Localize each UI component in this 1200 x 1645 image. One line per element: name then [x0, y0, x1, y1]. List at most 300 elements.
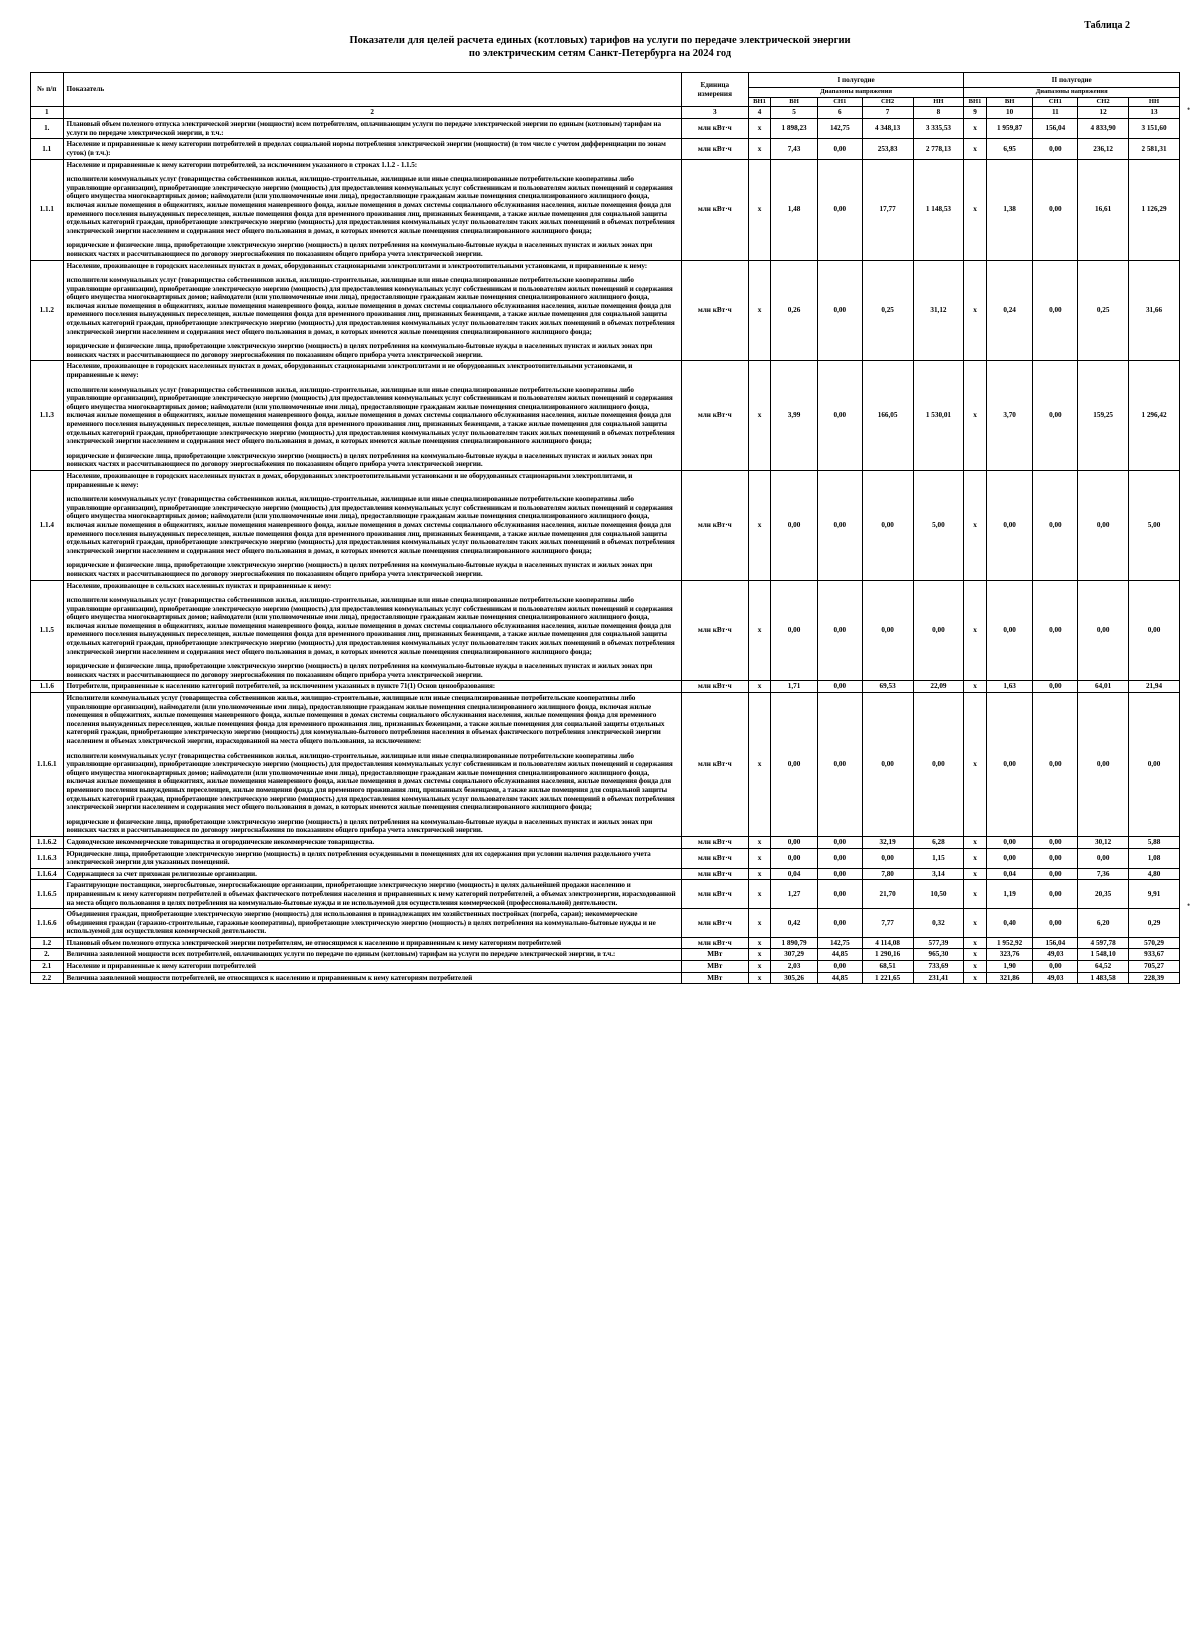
- indicator-text: исполнители коммунальных услуг (товарищества собственников жилья, жилищно-строительные, жилищные или иные специализированные потребительские кооперативы либо управляющие организации), приобретающие электрическую энергию (мощность) для предоставления коммунальных услуг собственникам и пользователям жилых помещений и содержания общего имущества многоквартирных домов; наймодатели (или уполномоченные ими лица), предоставляющие гражданам жилые помещения специализированного жилищного фонда, включая жилые помещения в общежитиях, жилые помещения маневренного фонда, жилые помещения в домах системы социального обслуживания населения, жилые помещения фонда для временного поселения вынужденных переселенцев, жилые помещения фонда для временного проживания лиц, признанных беженцами, а также жилые помещения для социальной защиты отдельных категорий граждан, приобретающие электрическую энергию (мощность) для предоставления коммунальных услуг пользователям таких жилых помещений в объемах потребления электрической энергии населением и содержания мест общего пользования в домах, в которых имеются жилые помещения специализированного жилищного фонда;: [66, 175, 675, 235]
- table-row: [31, 119, 1180, 139]
- value-cell: 0,00: [817, 139, 862, 159]
- header-half-1: I полугодие: [748, 73, 964, 88]
- document-title: [0, 34, 1200, 60]
- indicator-text: исполнители коммунальных услуг (товарищества собственников жилья, жилищно-строительные, жилищные или иные специализированные потребительские кооперативы либо управляющие организации), приобретающие электрическую энергию (мощность) для предоставления коммунальных услуг собственникам и пользователям жилых помещений и содержания общего имущества многоквартирных домов; наймодатели (или уполномоченные ими лица), предоставляющие гражданам жилые помещения специализированного жилищного фонда, включая жилые помещения в общежитиях, жилые помещения маневренного фонда, жилые помещения в домах системы социального обслуживания населения, жилые помещения фонда для временного поселения вынужденных переселенцев, жилые помещения фонда для временного проживания лиц, признанных беженцами, а также жилые помещения для социальной защиты отдельных категорий граждан, приобретающие электрическую энергию (мощность) для предоставления коммунальных услуг пользователям таких жилых помещений в объемах потребления электрической энергии населением и содержания мест общего пользования в домах, в которых имеются жилые помещения специализированного жилищного фонда;: [66, 385, 675, 446]
- table-row: [31, 848, 1180, 868]
- value-cell: x: [964, 580, 986, 681]
- value-cell: 1,63: [986, 681, 1033, 693]
- indicator-text: Исполнители коммунальных услуг (товарищества собственников жилья, жилищно-строительные, жилищные или иные специализированные потребительские кооперативы либо управляющие организации), наймодатели (или уполномоченные ими лица), предоставляющие гражданам жилые помещения специализированного жилищного фонда, включая жилые помещения в общежитиях, жилые помещения маневренного фонда, жилые помещения в домах системы социального обслуживания населения, жилые помещения фонда для временного поселения вынужденных переселенцев, жилые помещения фонда для временного проживания лиц, признанных беженцами, а также жилые помещения для социальной защиты отдельных категорий граждан, приобретающие электрическую энергию (мощность) для коммунально-бытового потребления населения в объемах фактического потребления электрической энергии населением и объемах электрической энергии, израсходованной на места общего пользования, за исключением:: [66, 694, 665, 745]
- value-cell: 3 151,60: [1129, 119, 1180, 139]
- value-cell: 142,75: [817, 119, 862, 139]
- column-number: 11: [1033, 107, 1078, 119]
- value-cell: 705,27: [1129, 961, 1180, 973]
- row-unit: млн кВт·ч: [681, 260, 748, 361]
- value-cell: 0,00: [986, 693, 1033, 837]
- value-cell: 570,29: [1129, 937, 1180, 949]
- value-cell: 228,39: [1129, 972, 1180, 984]
- value-cell: 307,29: [771, 949, 818, 961]
- value-cell: 0,00: [913, 580, 964, 681]
- value-cell: 1 898,23: [771, 119, 818, 139]
- row-number: 1.1.1: [31, 159, 64, 260]
- value-cell: 1,08: [1129, 848, 1180, 868]
- value-cell: x: [964, 119, 986, 139]
- row-number: 1.1.6.2: [31, 836, 64, 848]
- value-cell: 0,00: [817, 693, 862, 837]
- header-voltage-level: ВН: [986, 97, 1033, 107]
- value-cell: x: [748, 693, 770, 837]
- value-cell: x: [964, 361, 986, 471]
- row-number: 1.1.4: [31, 470, 64, 580]
- indicator-text: Плановый объем полезного отпуска электрической энергии (мощности) всем потребителям, оплачивающим услуги по передаче электрической энергии по единым (котловым) тарифам на услуги по передаче электрической энергии, в т.ч.:: [66, 120, 661, 137]
- header-voltage-level: НН: [913, 97, 964, 107]
- row-number: 2.1: [31, 961, 64, 973]
- header-voltage-level: НН: [1129, 97, 1180, 107]
- value-cell: x: [748, 260, 770, 361]
- table-row: [31, 159, 1180, 260]
- column-number: 3: [681, 107, 748, 119]
- value-cell: 0,00: [817, 868, 862, 880]
- row-indicator: [63, 139, 681, 159]
- column-number: 9: [964, 107, 986, 119]
- value-cell: 3,14: [913, 868, 964, 880]
- indicator-text: исполнители коммунальных услуг (товарищества собственников жилья, жилищно-строительные, жилищные или иные специализированные потребительские кооперативы либо управляющие организации), приобретающие электрическую энергию (мощность) для предоставления коммунальных услуг собственникам и пользователям жилых помещений и содержания общего имущества многоквартирных домов; наймодатели (или уполномоченные ими лица), предоставляющие гражданам жилые помещения специализированного жилищного фонда, включая жилые помещения в общежитиях, жилые помещения маневренного фонда, жилые помещения в домах системы социального обслуживания населения, жилые помещения фонда для временного поселения вынужденных переселенцев, жилые помещения фонда для временного проживания лиц, признанных беженцами, а также жилые помещения для социальной защиты отдельных категорий граждан, приобретающие электрическую энергию (мощность) для предоставления коммунальных услуг пользователям таких жилых помещений в объемах потребления электрической энергии населением и содержания мест общего пользования в домах, в которых имеются жилые помещения специализированного жилищного фонда;: [66, 751, 675, 812]
- value-cell: 0,00: [1033, 961, 1078, 973]
- value-cell: 156,04: [1033, 937, 1078, 949]
- value-cell: 1 296,42: [1129, 361, 1180, 471]
- value-cell: 0,00: [862, 848, 913, 868]
- value-cell: 7,80: [862, 868, 913, 880]
- value-cell: 0,00: [817, 580, 862, 681]
- value-cell: 156,04: [1033, 119, 1078, 139]
- table-body: [31, 119, 1180, 984]
- value-cell: x: [964, 139, 986, 159]
- header-voltage-level: ВН1: [748, 97, 770, 107]
- tariff-table: [30, 72, 1180, 984]
- row-unit: млн кВт·ч: [681, 909, 748, 938]
- value-cell: 6,20: [1078, 909, 1129, 938]
- table-row: [31, 681, 1180, 693]
- value-cell: 0,00: [986, 836, 1033, 848]
- value-cell: 7,77: [862, 909, 913, 938]
- value-cell: 0,00: [817, 681, 862, 693]
- value-cell: x: [964, 260, 986, 361]
- column-numbers-row: [31, 107, 1180, 119]
- value-cell: 0,00: [771, 470, 818, 580]
- value-cell: 31,12: [913, 260, 964, 361]
- row-number: 1.1.3: [31, 361, 64, 471]
- value-cell: 7,36: [1078, 868, 1129, 880]
- value-cell: x: [964, 909, 986, 938]
- row-indicator: [63, 470, 681, 580]
- row-unit: млн кВт·ч: [681, 868, 748, 880]
- value-cell: 16,61: [1078, 159, 1129, 260]
- value-cell: 0,00: [1033, 909, 1078, 938]
- value-cell: 577,39: [913, 937, 964, 949]
- value-cell: 0,00: [1033, 260, 1078, 361]
- row-unit: млн кВт·ч: [681, 848, 748, 868]
- value-cell: 323,76: [986, 949, 1033, 961]
- value-cell: 0,00: [817, 909, 862, 938]
- table-row: [31, 961, 1180, 973]
- value-cell: x: [748, 909, 770, 938]
- value-cell: 4 114,08: [862, 937, 913, 949]
- value-cell: 1,48: [771, 159, 818, 260]
- value-cell: 0,00: [1033, 159, 1078, 260]
- value-cell: 0,00: [1033, 580, 1078, 681]
- row-number: 1.: [31, 119, 64, 139]
- row-indicator: [63, 868, 681, 880]
- value-cell: 0,00: [1033, 848, 1078, 868]
- table-row: [31, 361, 1180, 471]
- column-number: 10: [986, 107, 1033, 119]
- value-cell: x: [964, 880, 986, 909]
- value-cell: 0,00: [1129, 693, 1180, 837]
- row-unit: млн кВт·ч: [681, 693, 748, 837]
- row-unit: МВт: [681, 949, 748, 961]
- value-cell: 64,01: [1078, 681, 1129, 693]
- value-cell: x: [964, 972, 986, 984]
- table-label: Таблица 2: [1084, 20, 1130, 31]
- value-cell: 1 530,01: [913, 361, 964, 471]
- row-unit: млн кВт·ч: [681, 580, 748, 681]
- row-indicator: [63, 972, 681, 984]
- value-cell: 305,26: [771, 972, 818, 984]
- row-number: 1.1.6: [31, 681, 64, 693]
- value-cell: x: [748, 949, 770, 961]
- value-cell: 44,85: [817, 972, 862, 984]
- value-cell: 733,69: [913, 961, 964, 973]
- indicator-text: Плановый объем полезного отпуска электрической энергии потребителям, не относящимся к населению и приравненным к нему категориям потребителей: [66, 938, 561, 947]
- column-number: 6: [817, 107, 862, 119]
- value-cell: 21,94: [1129, 681, 1180, 693]
- value-cell: x: [748, 159, 770, 260]
- value-cell: 0,00: [986, 848, 1033, 868]
- value-cell: 2 581,31: [1129, 139, 1180, 159]
- row-indicator: [63, 937, 681, 949]
- row-indicator: [63, 848, 681, 868]
- header-voltage-level: СН2: [1078, 97, 1129, 107]
- value-cell: 3,70: [986, 361, 1033, 471]
- indicator-text: юридические и физические лица, приобретающие электрическую энергию (мощность) в целях потребления на коммунально-бытовые нужды в населенных пунктах и жилых зонах при воинских частях и рассчитывающиеся по договору энергоснабжения по показаниям общего прибора учета электрической энергии.: [66, 241, 653, 258]
- column-number: 7: [862, 107, 913, 119]
- indicator-text: исполнители коммунальных услуг (товарищества собственников жилья, жилищно-строительные, жилищные или иные специализированные потребительские кооперативы либо управляющие организации), приобретающие электрическую энергию (мощность) для предоставления коммунальных услуг собственникам и пользователям жилых помещений и содержания общего имущества многоквартирных домов; наймодатели (или уполномоченные ими лица), предоставляющие гражданам жилые помещения специализированного жилищного фонда, включая жилые помещения в общежитиях, жилые помещения маневренного фонда, жилые помещения в домах системы социального обслуживания населения, жилые помещения фонда для временного поселения вынужденных переселенцев, жилые помещения фонда для временного проживания лиц, признанных беженцами, а также жилые помещения для социальной защиты отдельных категорий граждан, приобретающие электрическую энергию (мощность) для предоставления коммунальных услуг пользователям таких жилых помещений в объемах потребления электрической энергии населением и содержания мест общего пользования в домах, в которых имеются жилые помещения специализированного жилищного фонда;: [66, 596, 675, 656]
- value-cell: 0,04: [986, 868, 1033, 880]
- value-cell: x: [748, 961, 770, 973]
- value-cell: 0,00: [817, 260, 862, 361]
- column-number: 5: [771, 107, 818, 119]
- margin-mark: •: [1187, 104, 1191, 114]
- value-cell: 0,00: [817, 880, 862, 909]
- value-cell: 20,35: [1078, 880, 1129, 909]
- value-cell: x: [748, 848, 770, 868]
- value-cell: 0,00: [1033, 836, 1078, 848]
- value-cell: x: [964, 937, 986, 949]
- value-cell: 0,00: [986, 580, 1033, 681]
- table-row: [31, 949, 1180, 961]
- value-cell: 0,25: [1078, 260, 1129, 361]
- value-cell: 0,29: [1129, 909, 1180, 938]
- header-voltage-level: ВН: [771, 97, 818, 107]
- table-row: [31, 693, 1180, 837]
- table-row: [31, 260, 1180, 361]
- row-number: 1.1.2: [31, 260, 64, 361]
- value-cell: 5,00: [1129, 470, 1180, 580]
- value-cell: 6,28: [913, 836, 964, 848]
- header-voltage-level: ВН1: [964, 97, 986, 107]
- indicator-text: Садоводческие некоммерческие товарищества и огороднические некоммерческие товарищества.: [66, 837, 375, 846]
- column-number: 1: [31, 107, 64, 119]
- row-number: 1.1.6.1: [31, 693, 64, 837]
- indicator-text: Население и приравненные к нему категории потребителей: [66, 962, 256, 971]
- value-cell: 64,52: [1078, 961, 1129, 973]
- value-cell: 49,03: [1033, 949, 1078, 961]
- value-cell: 0,00: [771, 693, 818, 837]
- value-cell: 0,00: [817, 470, 862, 580]
- value-cell: 159,25: [1078, 361, 1129, 471]
- value-cell: x: [964, 470, 986, 580]
- row-unit: млн кВт·ч: [681, 681, 748, 693]
- value-cell: x: [964, 681, 986, 693]
- row-number: 1.1: [31, 139, 64, 159]
- value-cell: 21,70: [862, 880, 913, 909]
- value-cell: 0,00: [1033, 681, 1078, 693]
- value-cell: 1 290,16: [862, 949, 913, 961]
- value-cell: 0,00: [1033, 470, 1078, 580]
- value-cell: 1 959,87: [986, 119, 1033, 139]
- value-cell: 142,75: [817, 937, 862, 949]
- indicator-text: Население, проживающее в сельских населенных пунктах и приравненные к нему:: [66, 581, 332, 590]
- value-cell: 0,00: [1033, 693, 1078, 837]
- row-indicator: [63, 580, 681, 681]
- value-cell: 0,00: [771, 848, 818, 868]
- value-cell: 0,00: [1078, 470, 1129, 580]
- indicator-text: Объединения граждан, приобретающие электрическую энергию (мощность) для использования в принадлежащих им хозяйственных постройках (погреба, сараи); некоммерческие объединения граждан (гаражно-строительные, гаражные кооперативы), приобретающие электрическую энергию (мощность) в целях потребления на коммунально-бытовые нужды и не используемой для осуществления коммерческой деятельности.: [66, 910, 656, 936]
- indicator-text: Величина заявленной мощности всех потребителей, оплачивающих услуги по передаче по единым (котловым) тарифам на услуги по передаче электрической энергии, в т.ч.:: [66, 950, 616, 959]
- row-indicator: [63, 119, 681, 139]
- value-cell: 1 126,29: [1129, 159, 1180, 260]
- value-cell: 0,24: [986, 260, 1033, 361]
- table-row: [31, 470, 1180, 580]
- value-cell: 321,86: [986, 972, 1033, 984]
- table-row: [31, 580, 1180, 681]
- row-number: 1.1.5: [31, 580, 64, 681]
- row-number: 1.1.6.5: [31, 880, 64, 909]
- value-cell: x: [964, 868, 986, 880]
- column-number: 8: [913, 107, 964, 119]
- value-cell: x: [748, 880, 770, 909]
- indicator-text: Юридические лица, приобретающие электрическую энергию (мощность) в целях потребления осужденными в помещениях для их содержания при условии наличия раздельного учета электрической энергии для указанных помещений.: [66, 849, 651, 867]
- row-unit: млн кВт·ч: [681, 836, 748, 848]
- row-unit: млн кВт·ч: [681, 361, 748, 471]
- row-indicator: [63, 681, 681, 693]
- value-cell: 0,00: [771, 836, 818, 848]
- value-cell: x: [748, 868, 770, 880]
- indicator-text: юридические и физические лица, приобретающие электрическую энергию (мощность) в целях потребления на коммунально-бытовые нужды в населенных пунктах и жилых зонах при воинских частях и рассчитывающиеся по договору энергоснабжения по показаниям общего прибора учета электрической энергии.: [66, 662, 653, 679]
- row-indicator: [63, 693, 681, 837]
- value-cell: 44,85: [817, 949, 862, 961]
- value-cell: 69,53: [862, 681, 913, 693]
- value-cell: 0,00: [1078, 580, 1129, 681]
- header-voltage-level: СН2: [862, 97, 913, 107]
- value-cell: 22,09: [913, 681, 964, 693]
- row-number: 1.1.6.4: [31, 868, 64, 880]
- value-cell: 0,00: [817, 159, 862, 260]
- value-cell: 0,25: [862, 260, 913, 361]
- value-cell: 0,00: [1033, 880, 1078, 909]
- header-name: Показатель: [63, 73, 681, 107]
- value-cell: 0,00: [986, 470, 1033, 580]
- value-cell: 30,12: [1078, 836, 1129, 848]
- value-cell: x: [964, 949, 986, 961]
- value-cell: 0,32: [913, 909, 964, 938]
- value-cell: 3 335,53: [913, 119, 964, 139]
- value-cell: 0,00: [817, 361, 862, 471]
- column-number: 2: [63, 107, 681, 119]
- value-cell: x: [748, 972, 770, 984]
- row-number: 2.2: [31, 972, 64, 984]
- value-cell: 0,00: [1033, 361, 1078, 471]
- value-cell: 0,00: [913, 693, 964, 837]
- row-indicator: [63, 159, 681, 260]
- value-cell: 1,38: [986, 159, 1033, 260]
- value-cell: 2 778,13: [913, 139, 964, 159]
- value-cell: 0,00: [817, 848, 862, 868]
- value-cell: 0,00: [862, 470, 913, 580]
- value-cell: 0,00: [1033, 868, 1078, 880]
- row-number: 1.1.6.3: [31, 848, 64, 868]
- value-cell: 2,03: [771, 961, 818, 973]
- row-number: 1.2: [31, 937, 64, 949]
- value-cell: 0,40: [986, 909, 1033, 938]
- header-unit: Единица измерения: [681, 73, 748, 107]
- table-row: [31, 880, 1180, 909]
- row-indicator: [63, 961, 681, 973]
- value-cell: 965,30: [913, 949, 964, 961]
- header-voltage-level: СН1: [1033, 97, 1078, 107]
- row-unit: млн кВт·ч: [681, 470, 748, 580]
- value-cell: 0,00: [817, 836, 862, 848]
- value-cell: x: [964, 159, 986, 260]
- value-cell: x: [964, 836, 986, 848]
- column-number: 4: [748, 107, 770, 119]
- indicator-text: юридические и физические лица, приобретающие электрическую энергию (мощность) в целях потребления на коммунально-бытовые нужды в населенных пунктах и жилых зонах при воинских частях и рассчитывающиеся по договору энергоснабжения по показаниям общего прибора учета электрической энергии.: [66, 561, 653, 578]
- value-cell: 0,00: [1078, 693, 1129, 837]
- value-cell: 0,00: [862, 693, 913, 837]
- column-number: 12: [1078, 107, 1129, 119]
- value-cell: 4 833,90: [1078, 119, 1129, 139]
- row-indicator: [63, 260, 681, 361]
- header-half-2: II полугодие: [964, 73, 1180, 88]
- value-cell: 1 548,10: [1078, 949, 1129, 961]
- value-cell: 1 890,79: [771, 937, 818, 949]
- indicator-text: юридические и физические лица, приобретающие электрическую энергию (мощность) в целях потребления на коммунально-бытовые нужды в населенных пунктах и жилых зонах при воинских частях и рассчитывающиеся по договору энергоснабжения по показаниям общего прибора учета электрической энергии.: [66, 451, 653, 469]
- indicator-text: Население и приравненные к нему категории потребителей в пределах социальной нормы потребления электрической энергии (мощности) (в том числе с учетом дифференциации по зонам суток) (в т.ч.):: [66, 140, 666, 157]
- header-num: № п/п: [31, 73, 64, 107]
- value-cell: 0,00: [862, 580, 913, 681]
- row-indicator: [63, 949, 681, 961]
- value-cell: x: [748, 580, 770, 681]
- header-voltage-1: Диапазоны напряжения: [748, 88, 964, 98]
- title-line-2: по электрическим сетям Санкт-Петербурга на 2024 год: [468, 48, 732, 59]
- value-cell: 253,83: [862, 139, 913, 159]
- value-cell: 0,42: [771, 909, 818, 938]
- value-cell: 166,05: [862, 361, 913, 471]
- value-cell: 236,12: [1078, 139, 1129, 159]
- value-cell: 4 348,13: [862, 119, 913, 139]
- row-unit: млн кВт·ч: [681, 880, 748, 909]
- title-line-1: Показатели для целей расчета единых (котловых) тарифов на услуги по передаче электрической энергии: [349, 35, 851, 46]
- value-cell: x: [748, 681, 770, 693]
- header-voltage-2: Диапазоны напряжения: [964, 88, 1180, 98]
- value-cell: 1 952,92: [986, 937, 1033, 949]
- value-cell: 1,27: [771, 880, 818, 909]
- indicator-text: исполнители коммунальных услуг (товарищества собственников жилья, жилищно-строительные, жилищные или иные специализированные потребительские кооперативы либо управляющие организации), приобретающие электрическую энергию (мощность) для предоставления коммунальных услуг собственникам и пользователям жилых помещений и содержания общего имущества многоквартирных домов; наймодатели (или уполномоченные ими лица), предоставляющие гражданам жилые помещения специализированного жилищного фонда, включая жилые помещения в общежитиях, жилые помещения маневренного фонда, жилые помещения в домах системы социального обслуживания населения, жилые помещения фонда для временного поселения вынужденных переселенцев, жилые помещения фонда для временного проживания лиц, признанных беженцами, а также жилые помещения для социальной защиты отдельных категорий граждан, приобретающие электрическую энергию (мощность) для предоставления коммунальных услуг пользователям таких жилых помещений в объемах потребления электрической энергии населением и содержания мест общего пользования в домах, в которых имеются жилые помещения специализированного жилищного фонда;: [66, 276, 675, 336]
- value-cell: x: [748, 470, 770, 580]
- value-cell: 0,00: [817, 961, 862, 973]
- row-unit: млн кВт·ч: [681, 139, 748, 159]
- value-cell: 1,90: [986, 961, 1033, 973]
- table-row: [31, 868, 1180, 880]
- indicator-text: Население и приравненные к нему категории потребителей, за исключением указанного в строках 1.1.2 - 1.1.5:: [66, 160, 418, 169]
- indicator-text: Содержащиеся за счет прихожан религиозные организации.: [66, 869, 257, 878]
- table-row: [31, 909, 1180, 938]
- row-indicator: [63, 880, 681, 909]
- column-number: 13: [1129, 107, 1180, 119]
- indicator-text: Население, проживающее в городских населенных пунктах в домах, оборудованных стационарными электроплитами и не оборудованных электроотопительными установками, и приравненные к нему:: [66, 362, 633, 380]
- value-cell: 10,50: [913, 880, 964, 909]
- value-cell: 7,43: [771, 139, 818, 159]
- value-cell: 0,00: [1078, 848, 1129, 868]
- value-cell: 1 483,58: [1078, 972, 1129, 984]
- header-voltage-level: СН1: [817, 97, 862, 107]
- row-unit: МВт: [681, 972, 748, 984]
- tariff-table-wrapper: [30, 72, 1180, 984]
- row-unit: млн кВт·ч: [681, 119, 748, 139]
- indicator-text: юридические и физические лица, приобретающие электрическую энергию (мощность) в целях потребления на коммунально-бытовые нужды в населенных пунктах и жилых зонах при воинских частях и рассчитывающиеся по договору энергоснабжения по показаниям общего прибора учета электрической энергии.: [66, 817, 653, 835]
- indicator-text: юридические и физические лица, приобретающие электрическую энергию (мощность) в целях потребления на коммунально-бытовые нужды в населенных пунктах и жилых зонах при воинских частях и рассчитывающиеся по договору энергоснабжения по показаниям общего прибора учета электрической энергии.: [66, 342, 653, 359]
- value-cell: 0,00: [1033, 139, 1078, 159]
- table-row: [31, 139, 1180, 159]
- value-cell: 5,88: [1129, 836, 1180, 848]
- value-cell: 0,00: [771, 580, 818, 681]
- value-cell: x: [748, 836, 770, 848]
- value-cell: 9,91: [1129, 880, 1180, 909]
- value-cell: x: [748, 361, 770, 471]
- row-indicator: [63, 836, 681, 848]
- value-cell: 4,80: [1129, 868, 1180, 880]
- row-number: 2.: [31, 949, 64, 961]
- value-cell: 3,99: [771, 361, 818, 471]
- value-cell: 68,51: [862, 961, 913, 973]
- row-unit: млн кВт·ч: [681, 159, 748, 260]
- row-unit: млн кВт·ч: [681, 937, 748, 949]
- margin-mark: •: [1187, 900, 1191, 910]
- value-cell: x: [748, 119, 770, 139]
- value-cell: 1,15: [913, 848, 964, 868]
- value-cell: 49,03: [1033, 972, 1078, 984]
- value-cell: 17,77: [862, 159, 913, 260]
- value-cell: 4 597,78: [1078, 937, 1129, 949]
- row-number: 1.1.6.6: [31, 909, 64, 938]
- value-cell: 6,95: [986, 139, 1033, 159]
- value-cell: 32,19: [862, 836, 913, 848]
- value-cell: 31,66: [1129, 260, 1180, 361]
- value-cell: 1,71: [771, 681, 818, 693]
- value-cell: x: [964, 693, 986, 837]
- value-cell: 1,19: [986, 880, 1033, 909]
- indicator-text: исполнители коммунальных услуг (товарищества собственников жилья, жилищно-строительные, жилищные или иные специализированные потребительские кооперативы либо управляющие организации), приобретающие электрическую энергию (мощность) для предоставления коммунальных услуг собственникам и пользователям жилых помещений и содержания общего имущества многоквартирных домов; наймодатели (или уполномоченные ими лица), предоставляющие гражданам жилые помещения специализированного жилищного фонда, включая жилые помещения в общежитиях, жилые помещения маневренного фонда, жилые помещения в домах системы социального обслуживания населения, жилые помещения фонда для временного поселения вынужденных переселенцев, жилые помещения фонда для временного проживания лиц, признанных беженцами, а также жилые помещения для социальной защиты отдельных категорий граждан, приобретающие электрическую энергию (мощность) для предоставления коммунальных услуг пользователям таких жилых помещений в объемах потребления электрической энергии населением и содержания мест общего пользования в домах, в которых имеются жилые помещения специализированного жилищного фонда;: [66, 495, 675, 555]
- indicator-text: Население, проживающее в городских населенных пунктах в домах, оборудованных стационарными электроплитами и электроотопительными установками, и приравненные к нему:: [66, 261, 648, 270]
